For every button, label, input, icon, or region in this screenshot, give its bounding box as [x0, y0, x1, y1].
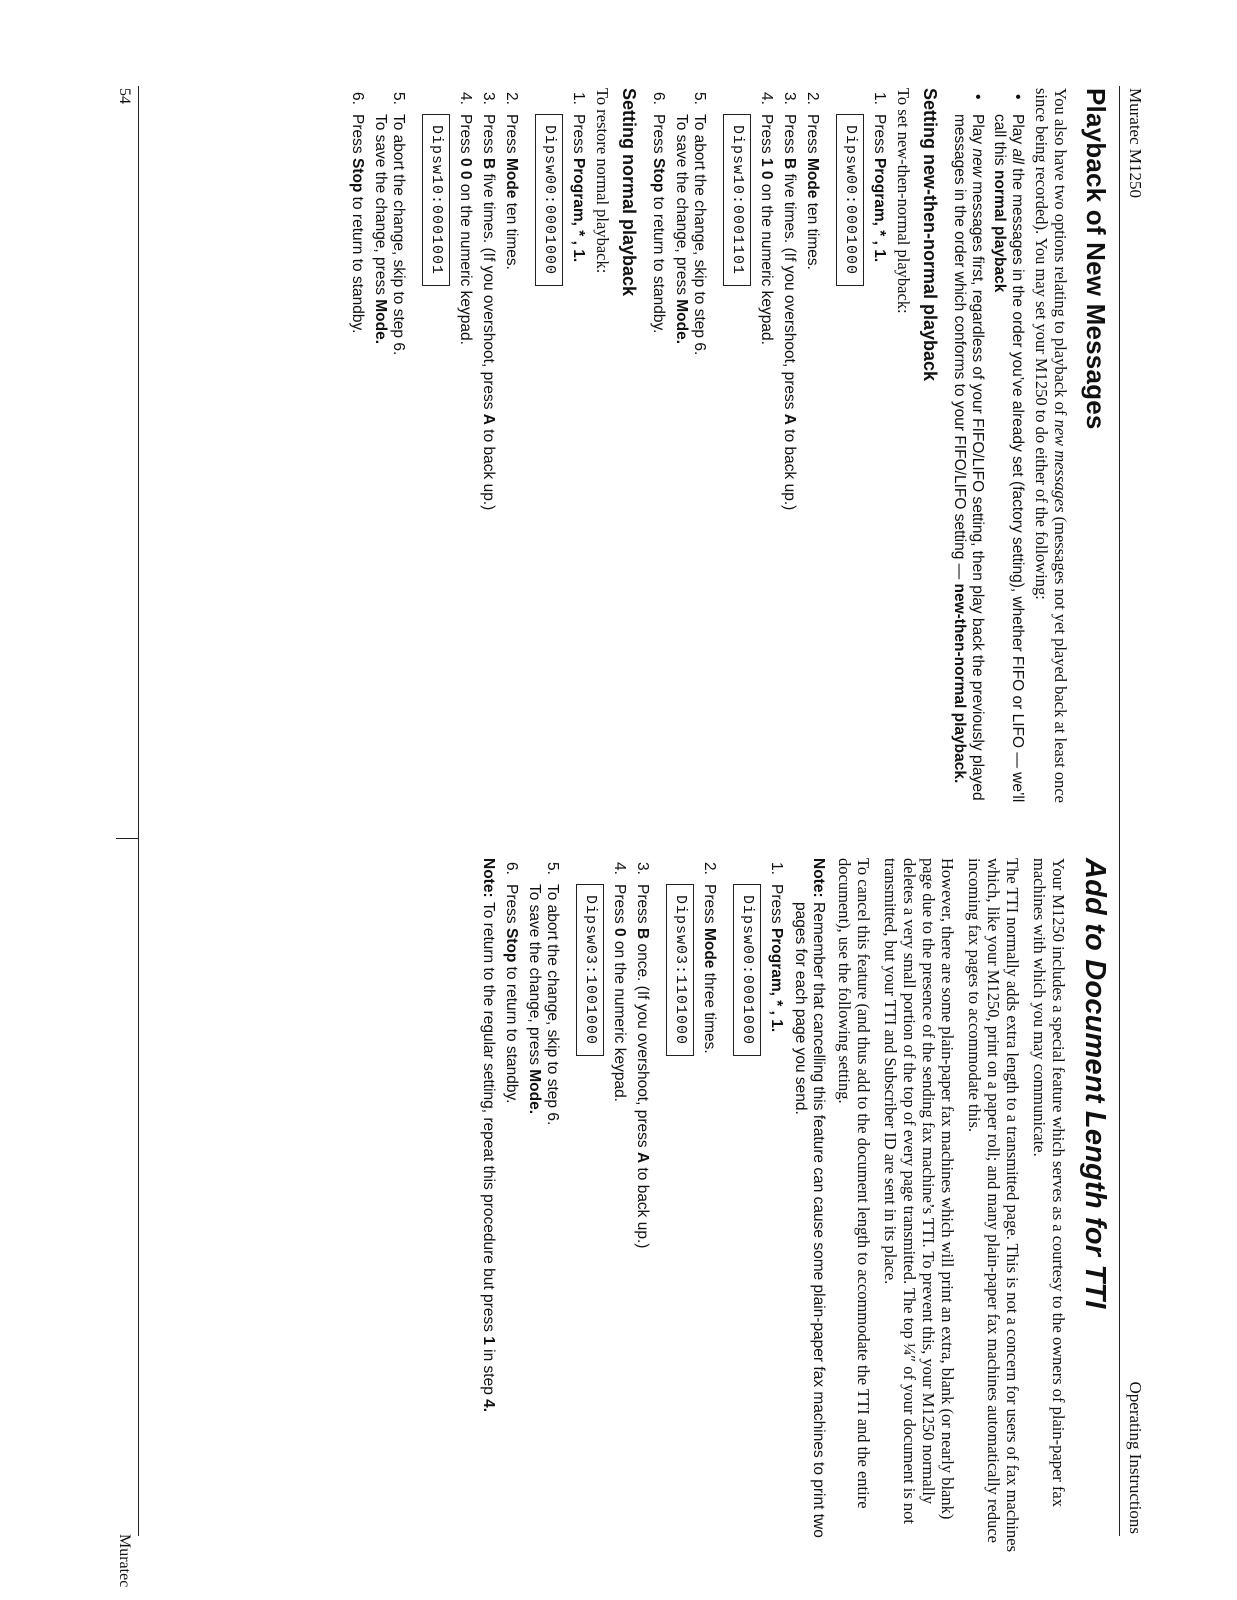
footer-brand: Muratec — [116, 1534, 133, 1588]
steps-tti — [502, 858, 785, 1553]
step-item: 3. Press B five times. (If you overshoot, press A to back up.) — [480, 92, 497, 511]
lcd-display: Dipsw03:1101000 — [666, 884, 694, 1056]
step-item: 5. To abort the change, skip to step 6. To save the change, press Mode. — [372, 92, 407, 356]
steps-normal-playback — [348, 88, 587, 818]
list-item: • Play all the messages in the order you’ve already set (factory setting), whether FIFO or LIFO — we’ll call this normal playback — [991, 94, 1026, 803]
footer-rule — [138, 86, 139, 1536]
step-item: 4. Press 0 0 on the numeric keypad. Dipsw10:0001001 — [412, 88, 474, 818]
step-item: 2. Press Mode ten times. — [503, 92, 520, 270]
body-paragraph: However, there are some plain-paper fax machines which will print an extra, blank (or nearly blank) page due to the presence of the sending fax machine’s TTI. To prevent this, your M1250 normally deletes a very small portion of the top of every page transmitted. The top ¼″ of your document is not transmitted, but your TTI and Subscriber ID are sent in its place. — [881, 858, 957, 1524]
step-item: 4. Press 0 on the numeric keypad. Dipsw03:1001000 — [566, 858, 628, 1553]
step-item: 1. Press Program, * , 1. Dipsw00:0001000 — [723, 858, 785, 1553]
header-rule — [1119, 86, 1120, 1536]
note-callout: Note: To return to the regular setting, repeat this procedure but press 1 in step 4. — [480, 858, 497, 1413]
subheading-normal-playback: Setting normal playback — [619, 88, 639, 297]
lcd-display: Dipsw10:0001001 — [422, 114, 450, 286]
body-paragraph: To cancel this feature (and thus add to the document length to accommodate the TTI and the entire document), use the following setting. — [835, 858, 873, 1509]
lcd-display: Dipsw10:0001101 — [723, 114, 751, 286]
step-item: 3. Press B once. (If you overshoot, press A to back up.) — [634, 862, 651, 1249]
lcd-display: Dipsw00:0001000 — [733, 884, 761, 1056]
intro-paragraph: You also have two options relating to playback of new messages (messages not yet played back at least once since being recorded). You may set your M1250 to do either of the following: — [1032, 88, 1070, 803]
lcd-display: Dipsw03:1001000 — [576, 884, 604, 1056]
lcd-display: Dipsw00:0001000 — [535, 114, 563, 286]
step-item: 2. Press Mode ten times. — [804, 92, 821, 270]
step-item: 1. Press Program, * , 1. Dipsw00:0001000 — [525, 88, 587, 818]
step-item: 4. Press 1 0 on the numeric keypad. Dipsw10:0001101 — [713, 88, 775, 818]
step-item: 5. To abort the change, skip to step 6. To save the change, press Mode. — [526, 862, 561, 1126]
body-paragraph: The TTI normally adds extra length to a transmitted page. This is not a concern for users of fax machines which, like your M1250, print on a paper roll; and many plain-paper fax machines automatically reduce incoming fax pages to accommodate this. — [965, 858, 1022, 1553]
left-column — [343, 88, 1111, 818]
section-title-playback: Playback of New Messages — [1081, 88, 1111, 430]
running-header-right: Operating Instructions — [1126, 1381, 1145, 1534]
steps-new-then-normal — [649, 88, 888, 818]
right-column — [473, 858, 1111, 1553]
step-item: 6. Press Stop to return to standby. — [349, 92, 366, 334]
lcd-display: Dipsw00:0001000 — [836, 114, 864, 286]
subheading-new-then-normal: Setting new-then-normal playback — [920, 88, 940, 382]
lead-text: To set new-then-normal playback: — [894, 88, 913, 314]
step-item: 6. Press Stop to return to standby. — [503, 862, 520, 1104]
step-item: 2. Press Mode three times. Dipsw03:1101000 — [656, 858, 718, 1553]
step-item: 6. Press Stop to return to standby. — [650, 92, 667, 334]
playback-options-list — [950, 88, 1026, 818]
note-callout: Note: Remember that cancelling this feature can cause some plain-paper fax machines to print two pages for each page you send. — [792, 858, 827, 1538]
page-number: 54 — [116, 88, 133, 104]
column-divider — [116, 838, 138, 839]
body-paragraph: Your M1250 includes a special feature which serves as a courtesy to the owners of plain-paper fax machines with which you may communicate. — [1030, 858, 1068, 1507]
step-item: 3. Press B five times. (If you overshoot, press A to back up.) — [781, 92, 798, 511]
running-header-left: Muratec M1250 — [1126, 88, 1145, 199]
lead-text: To restore normal playback: — [593, 88, 612, 274]
section-title-tti: Add to Document Length for TTI — [1079, 858, 1111, 1309]
step-item: 1. Press Program, * , 1. Dipsw00:0001000 — [826, 88, 888, 818]
step-item: 5. To abort the change, skip to step 6. To save the change, press Mode. — [673, 92, 708, 356]
list-item: • Play new messages first, regardless of your FIFO/LIFO setting, then play back the previously played messages in the order which conforms to your FIFO/LIFO setting — new-then-normal playback. — [951, 94, 986, 801]
